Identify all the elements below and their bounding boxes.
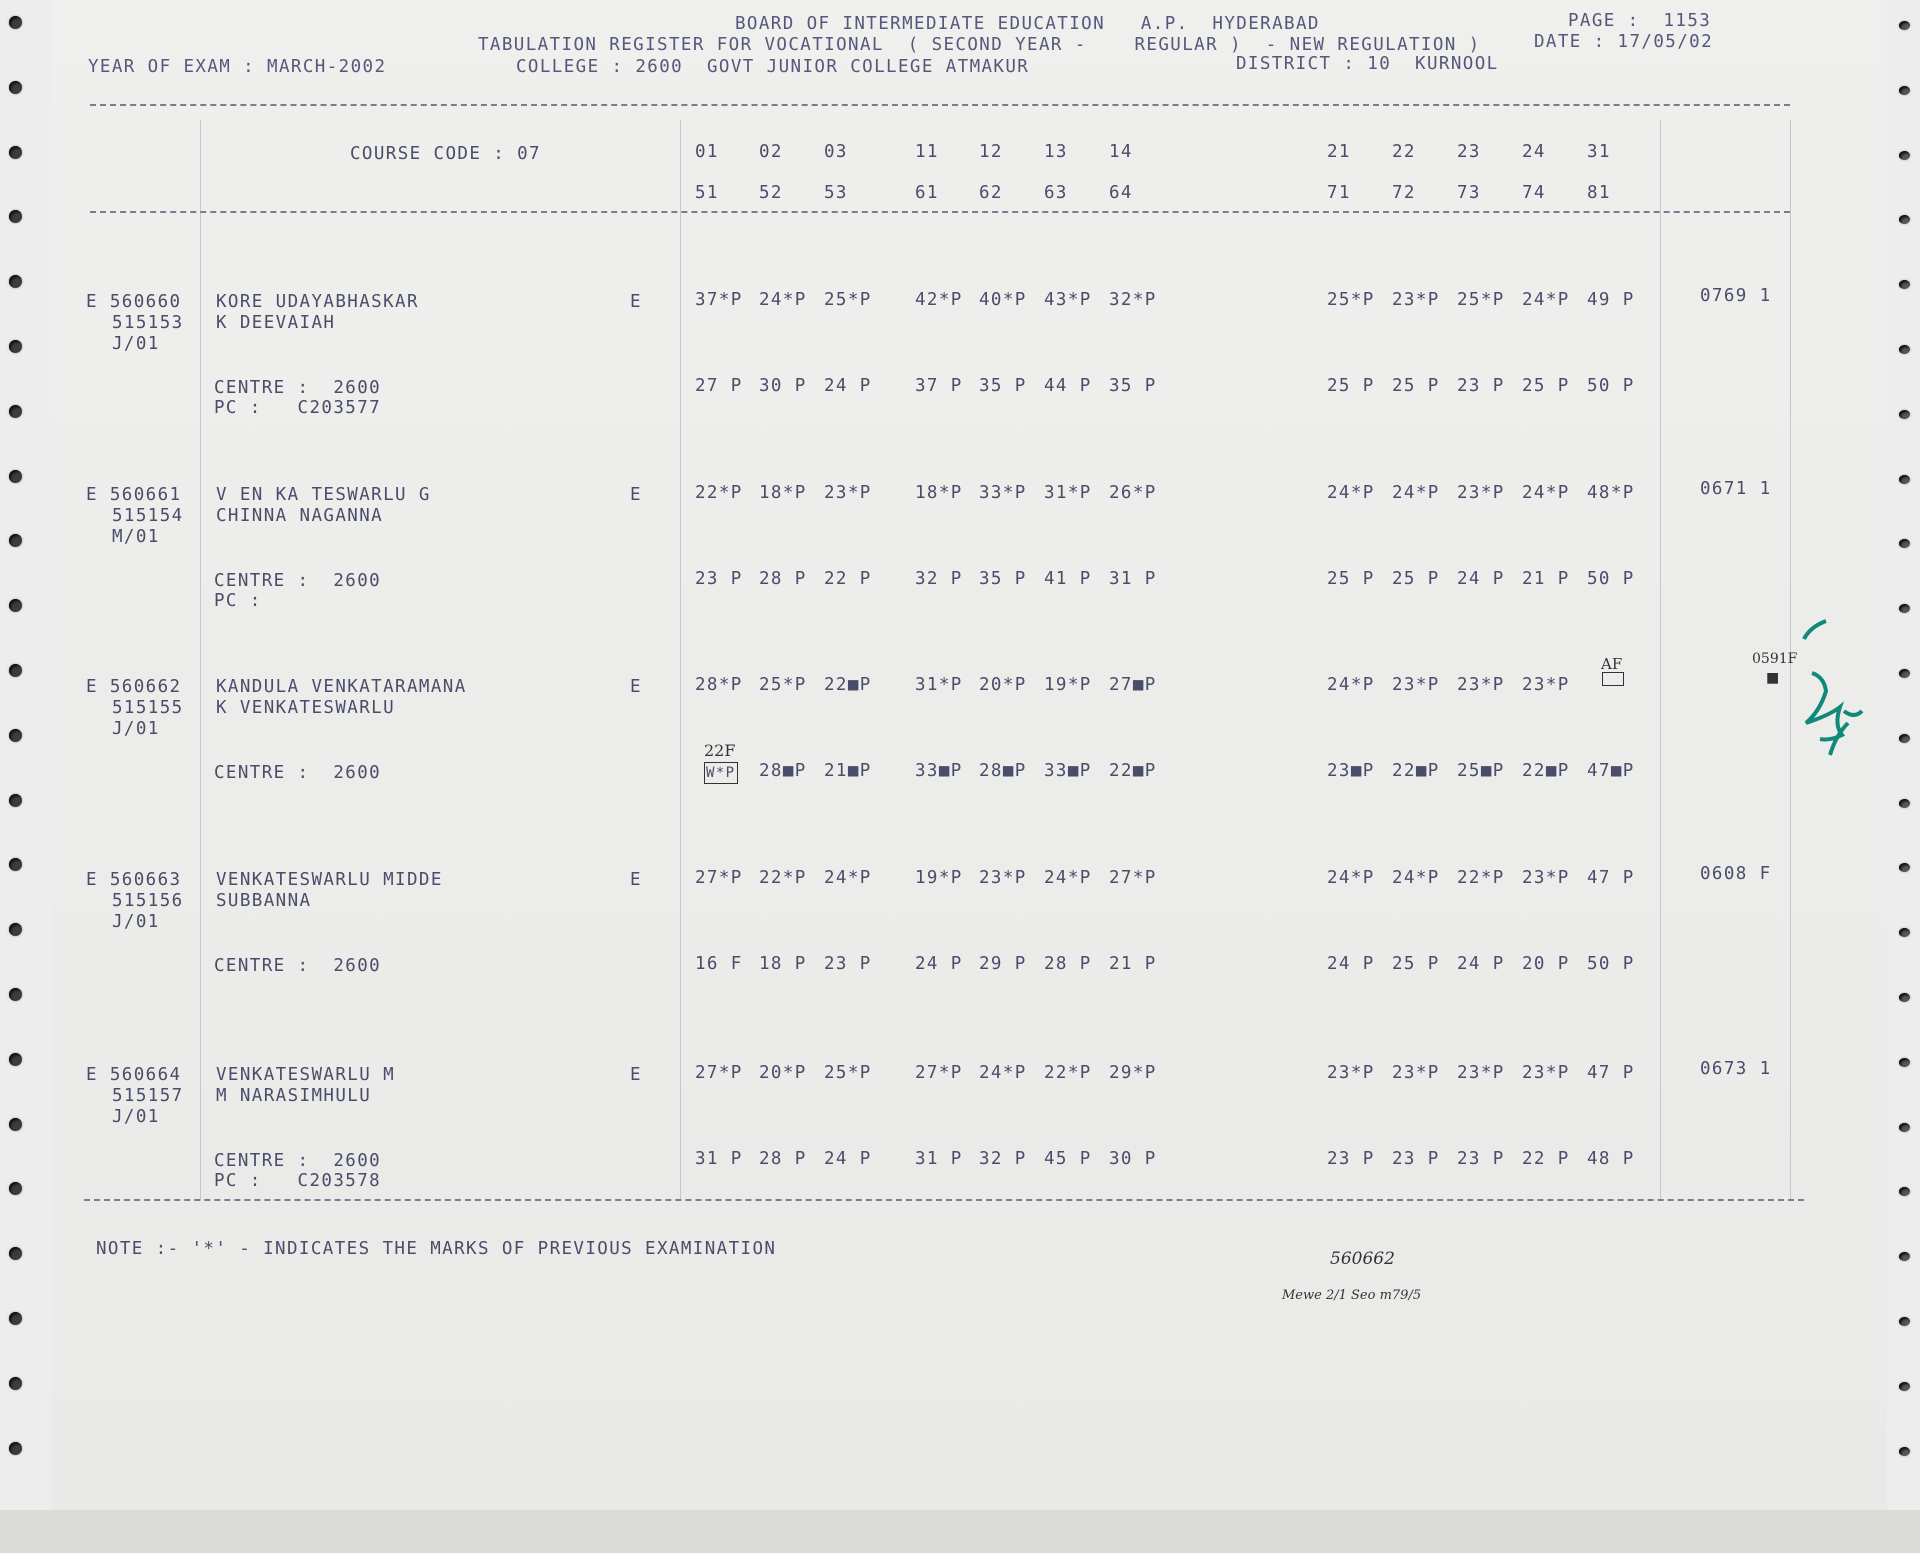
subject-code: 12: [979, 142, 1003, 162]
mark-cell: 18 P: [759, 954, 807, 974]
mark-cell: 50 P: [1587, 569, 1635, 589]
candidate-name: VENKATESWARLU M: [216, 1065, 396, 1085]
tractor-hole: [1899, 799, 1910, 808]
mark-cell: 28 P: [759, 569, 807, 589]
grand-total: 0769 1: [1700, 286, 1772, 306]
tractor-hole: [1899, 215, 1910, 224]
mark-cell: 27■P: [1109, 675, 1157, 695]
college-info: COLLEGE : 2600 GOVT JUNIOR COLLEGE ATMAKUR: [516, 57, 1030, 77]
mark-cell: 24 P: [1457, 569, 1505, 589]
mark-cell: 24 P: [1327, 954, 1375, 974]
footer-divider: [84, 1199, 1804, 1201]
mark-cell: 20 P: [1522, 954, 1570, 974]
mark-cell: 41 P: [1044, 569, 1092, 589]
mark-cell: 24*P: [824, 868, 872, 888]
mark-cell: 18*P: [759, 483, 807, 503]
mark-cell: 23*P: [1522, 675, 1570, 695]
tractor-hole: [1899, 345, 1910, 354]
hall-ticket-number: E 560660: [86, 292, 182, 312]
exam-centre: CENTRE : 2600: [214, 956, 382, 976]
medium-code: E: [630, 292, 642, 312]
mark-cell: 42*P: [915, 290, 963, 310]
handwritten-total: 0591F: [1752, 651, 1798, 667]
subject-code: 73: [1457, 183, 1481, 203]
mark-cell: 23*P: [1327, 1063, 1375, 1083]
tractor-hole: [9, 16, 22, 29]
mark-cell: 25 P: [1392, 954, 1440, 974]
mark-cell: 25 P: [1392, 569, 1440, 589]
subject-code: 62: [979, 183, 1003, 203]
group-code: M/01: [112, 527, 160, 547]
mark-cell: 35 P: [979, 569, 1027, 589]
mark-cell: 23*P: [1392, 1063, 1440, 1083]
subject-code: 13: [1044, 142, 1068, 162]
subject-code: 63: [1044, 183, 1068, 203]
mark-cell: 23 P: [824, 954, 872, 974]
mark-cell: 23 P: [695, 569, 743, 589]
mark-cell: 21■P: [824, 761, 872, 781]
mark-cell: 25 P: [1522, 376, 1570, 396]
tractor-hole: [9, 81, 22, 94]
registration-number: 515155: [112, 698, 184, 718]
mark-cell: 33■P: [915, 761, 963, 781]
mark-cell: 23 P: [1327, 1149, 1375, 1169]
registration-number: 515156: [112, 891, 184, 911]
mark-cell: 24*P: [1044, 868, 1092, 888]
mark-cell: 22 P: [824, 569, 872, 589]
subject-code: 81: [1587, 183, 1611, 203]
hall-ticket-number: E 560662: [86, 677, 182, 697]
mark-cell: 50 P: [1587, 954, 1635, 974]
subject-code: 74: [1522, 183, 1546, 203]
mark-cell: 16 F: [695, 954, 743, 974]
subject-code: 72: [1392, 183, 1416, 203]
mark-cell: 23*P: [1522, 1063, 1570, 1083]
register-title: TABULATION REGISTER FOR VOCATIONAL ( SECOND YEAR - REGULAR ) - NEW REGULATION ): [478, 35, 1481, 55]
hall-ticket-number: E 560663: [86, 870, 182, 890]
green-signature: [1790, 615, 1880, 765]
mark-cell: 25 P: [1327, 376, 1375, 396]
mark-cell: 23*P: [1522, 868, 1570, 888]
column-rule: [200, 120, 201, 1200]
mark-cell: 24*P: [1522, 290, 1570, 310]
register-sheet: [52, 0, 1887, 1510]
subject-code: 61: [915, 183, 939, 203]
column-rule: [680, 120, 681, 1200]
handwritten-ref-number: 560662: [1330, 1249, 1395, 1269]
subject-code: 51: [695, 183, 719, 203]
tractor-hole: [1899, 669, 1910, 678]
mark-cell: 27*P: [1109, 868, 1157, 888]
tractor-hole: [9, 923, 22, 936]
mark-cell: 22■P: [824, 675, 872, 695]
tractor-hole: [9, 275, 22, 288]
mark-cell: 23*P: [1457, 1063, 1505, 1083]
tractor-hole: [1899, 1382, 1910, 1391]
tractor-hole: [9, 534, 22, 547]
mark-cell: 21 P: [1522, 569, 1570, 589]
mark-cell: 25*P: [759, 675, 807, 695]
registration-number: 515154: [112, 506, 184, 526]
candidate-name: KANDULA VENKATARAMANA: [216, 677, 467, 697]
mark-cell: 23 P: [1457, 376, 1505, 396]
mark-cell: 19*P: [1044, 675, 1092, 695]
mark-cell: 23*P: [1457, 675, 1505, 695]
tractor-hole: [1899, 280, 1910, 289]
mark-cell: 31*P: [915, 675, 963, 695]
medium-code: E: [630, 1065, 642, 1085]
tractor-hole: [1899, 1447, 1910, 1456]
group-code: J/01: [112, 912, 160, 932]
column-header-divider: [90, 211, 1790, 213]
mark-cell: 29*P: [1109, 1063, 1157, 1083]
mark-cell: 22*P: [1457, 868, 1505, 888]
candidate-name: KORE UDAYABHASKAR: [216, 292, 419, 312]
tractor-hole: [9, 1312, 22, 1325]
mark-cell: 27*P: [915, 1063, 963, 1083]
mark-cell: 23*P: [824, 483, 872, 503]
mark-cell: 23*P: [1457, 483, 1505, 503]
subject-code: 02: [759, 142, 783, 162]
mark-cell: 43*P: [1044, 290, 1092, 310]
mark-cell: 28 P: [759, 1149, 807, 1169]
tractor-hole: [1899, 1123, 1910, 1132]
mark-cell: 29 P: [979, 954, 1027, 974]
tractor-hole: [9, 146, 22, 159]
subject-code: 24: [1522, 142, 1546, 162]
subject-code: 11: [915, 142, 939, 162]
mark-cell: 47 P: [1587, 1063, 1635, 1083]
grand-total: 0608 F: [1700, 864, 1772, 884]
mark-cell: 22■P: [1522, 761, 1570, 781]
tractor-hole: [1899, 410, 1910, 419]
mark-cell: 28■P: [759, 761, 807, 781]
mark-cell: 32*P: [1109, 290, 1157, 310]
mark-cell: 24 P: [915, 954, 963, 974]
subject-code: 53: [824, 183, 848, 203]
mark-cell: 20*P: [759, 1063, 807, 1083]
mark-cell: 23*P: [979, 868, 1027, 888]
pc-number: PC : C203578: [214, 1171, 382, 1191]
father-name: K VENKATESWARLU: [216, 698, 396, 718]
hall-ticket-number: E 560661: [86, 485, 182, 505]
mark-cell: 37*P: [695, 290, 743, 310]
mark-cell: 30 P: [1109, 1149, 1157, 1169]
mark-cell: 48*P: [1587, 483, 1635, 503]
tractor-hole: [1899, 21, 1910, 30]
exam-centre: CENTRE : 2600: [214, 378, 382, 398]
mark-cell: 24*P: [759, 290, 807, 310]
medium-code: E: [630, 677, 642, 697]
mark-cell: 24*P: [1392, 483, 1440, 503]
mark-cell: 31 P: [695, 1149, 743, 1169]
footnote: NOTE :- '*' - INDICATES THE MARKS OF PREVIOUS EXAMINATION: [96, 1239, 777, 1259]
father-name: SUBBANNA: [216, 891, 312, 911]
hall-ticket-number: E 560664: [86, 1065, 182, 1085]
mark-cell: 24*P: [1327, 675, 1375, 695]
mark-cell: 22*P: [759, 868, 807, 888]
candidate-name: V EN KA TESWARLU G: [216, 485, 431, 505]
tractor-hole: [1899, 1317, 1910, 1326]
mark-cell: 35 P: [1109, 376, 1157, 396]
tractor-hole: [9, 470, 22, 483]
mark-cell: 28*P: [695, 675, 743, 695]
mark-cell: 23 P: [1392, 1149, 1440, 1169]
mark-cell: 30 P: [759, 376, 807, 396]
district-info: DISTRICT : 10 KURNOOL: [1236, 54, 1499, 74]
group-code: J/01: [112, 334, 160, 354]
mark-cell: 18*P: [915, 483, 963, 503]
tractor-hole: [1899, 604, 1910, 613]
subject-code: 21: [1327, 142, 1351, 162]
handwritten-ref-note: Mewe 2/1 Seo m79/5: [1282, 1288, 1422, 1303]
print-date: DATE : 17/05/02: [1534, 32, 1714, 52]
mark-cell: 25 P: [1392, 376, 1440, 396]
mark-cell: 48 P: [1587, 1149, 1635, 1169]
tractor-hole: [9, 858, 22, 871]
mark-cell: 31 P: [915, 1149, 963, 1169]
mark-cell: 49 P: [1587, 290, 1635, 310]
mark-cell: 47■P: [1587, 761, 1635, 781]
tractor-hole: [1899, 1058, 1910, 1067]
boxed-mark: [1602, 672, 1624, 686]
tractor-hole: [9, 988, 22, 1001]
tractor-hole: [9, 599, 22, 612]
boxed-correction: W*P: [704, 762, 738, 784]
handwritten-box: ■: [1766, 670, 1780, 686]
mark-cell: 27*P: [695, 1063, 743, 1083]
tractor-hole: [1899, 1252, 1910, 1261]
group-code: J/01: [112, 1107, 160, 1127]
subject-code: 71: [1327, 183, 1351, 203]
mark-cell: 28■P: [979, 761, 1027, 781]
mark-cell: 44 P: [1044, 376, 1092, 396]
header-divider: [90, 104, 1790, 106]
exam-centre: CENTRE : 2600: [214, 1151, 382, 1171]
board-title: BOARD OF INTERMEDIATE EDUCATION A.P. HYDERABAD: [735, 14, 1320, 34]
mark-cell: 24*P: [1327, 868, 1375, 888]
subject-code: 14: [1109, 142, 1133, 162]
mark-cell: 23 P: [1457, 1149, 1505, 1169]
registration-number: 515153: [112, 313, 184, 333]
year-of-exam: YEAR OF EXAM : MARCH-2002: [88, 57, 387, 77]
mark-cell: 24*P: [1327, 483, 1375, 503]
tractor-hole: [9, 405, 22, 418]
subject-code: 52: [759, 183, 783, 203]
tractor-hole: [1899, 863, 1910, 872]
mark-cell: 25 P: [1327, 569, 1375, 589]
tractor-hole: [9, 1182, 22, 1195]
mark-cell: 23*P: [1392, 290, 1440, 310]
grand-total: 0671 1: [1700, 479, 1772, 499]
column-rule: [1660, 120, 1661, 1200]
mark-cell: 19*P: [915, 868, 963, 888]
left-tractor-holes: [0, 0, 30, 1553]
mark-cell: 24 P: [1457, 954, 1505, 974]
tractor-hole: [9, 1442, 22, 1455]
mark-cell: 24 P: [824, 1149, 872, 1169]
father-name: M NARASIMHULU: [216, 1086, 372, 1106]
mark-cell: 37 P: [915, 376, 963, 396]
tractor-hole: [1899, 475, 1910, 484]
tractor-hole: [9, 1118, 22, 1131]
grand-total: 0673 1: [1700, 1059, 1772, 1079]
mark-cell: 24 P: [824, 376, 872, 396]
tractor-hole: [9, 1377, 22, 1390]
mark-cell: 23■P: [1327, 761, 1375, 781]
tractor-hole: [9, 664, 22, 677]
mark-cell: 27*P: [695, 868, 743, 888]
subject-code: 03: [824, 142, 848, 162]
mark-cell: 25*P: [824, 1063, 872, 1083]
tractor-hole: [9, 210, 22, 223]
tractor-hole: [1899, 928, 1910, 937]
mark-cell: 33*P: [979, 483, 1027, 503]
tractor-hole: [1899, 993, 1910, 1002]
pc-number: PC : C203577: [214, 398, 382, 418]
mark-cell: 20*P: [979, 675, 1027, 695]
tractor-hole: [9, 729, 22, 742]
mark-cell: 40*P: [979, 290, 1027, 310]
sheet-edge: [0, 1510, 1920, 1553]
subject-code: 01: [695, 142, 719, 162]
mark-cell: 22■P: [1392, 761, 1440, 781]
tractor-hole: [9, 1053, 22, 1066]
mark-cell: 22*P: [1044, 1063, 1092, 1083]
tractor-hole: [1899, 734, 1910, 743]
mark-cell: 27 P: [695, 376, 743, 396]
mark-cell: 21 P: [1109, 954, 1157, 974]
registration-number: 515157: [112, 1086, 184, 1106]
mark-cell: 35 P: [979, 376, 1027, 396]
exam-centre: CENTRE : 2600: [214, 763, 382, 783]
mark-cell: 50 P: [1587, 376, 1635, 396]
group-code: J/01: [112, 719, 160, 739]
tractor-hole: [9, 794, 22, 807]
medium-code: E: [630, 485, 642, 505]
mark-cell: 31*P: [1044, 483, 1092, 503]
subject-code: 22: [1392, 142, 1416, 162]
mark-cell: 26*P: [1109, 483, 1157, 503]
father-name: K DEEVAIAH: [216, 313, 336, 333]
medium-code: E: [630, 870, 642, 890]
mark-cell: 24*P: [979, 1063, 1027, 1083]
tractor-hole: [1899, 86, 1910, 95]
mark-cell: 23*P: [1392, 675, 1440, 695]
right-tractor-holes: [1890, 0, 1920, 1553]
page-number: PAGE : 1153: [1568, 11, 1712, 31]
mark-cell: 32 P: [979, 1149, 1027, 1169]
mark-cell: 28 P: [1044, 954, 1092, 974]
subject-code: 31: [1587, 142, 1611, 162]
candidate-name: VENKATESWARLU MIDDE: [216, 870, 443, 890]
subject-code: 23: [1457, 142, 1481, 162]
subject-code: 64: [1109, 183, 1133, 203]
mark-cell: 25*P: [1457, 290, 1505, 310]
tractor-hole: [1899, 151, 1910, 160]
mark-cell: 25*P: [824, 290, 872, 310]
mark-cell: 25*P: [1327, 290, 1375, 310]
tractor-hole: [1899, 1187, 1910, 1196]
mark-cell: 22■P: [1109, 761, 1157, 781]
mark-cell: 25■P: [1457, 761, 1505, 781]
course-code: COURSE CODE : 07: [350, 144, 541, 164]
handwritten-22f: 22F: [704, 741, 736, 760]
mark-cell: 24*P: [1392, 868, 1440, 888]
mark-cell: 31 P: [1109, 569, 1157, 589]
tractor-hole: [9, 340, 22, 353]
mark-cell: 22 P: [1522, 1149, 1570, 1169]
tractor-hole: [1899, 539, 1910, 548]
mark-cell: 24*P: [1522, 483, 1570, 503]
mark-cell: 47 P: [1587, 868, 1635, 888]
tractor-hole: [9, 1247, 22, 1260]
mark-cell: 33■P: [1044, 761, 1092, 781]
pc-number: PC :: [214, 591, 262, 611]
father-name: CHINNA NAGANNA: [216, 506, 384, 526]
exam-centre: CENTRE : 2600: [214, 571, 382, 591]
handwritten-af: AF: [1601, 655, 1623, 673]
mark-cell: 22*P: [695, 483, 743, 503]
mark-cell: 45 P: [1044, 1149, 1092, 1169]
mark-cell: 32 P: [915, 569, 963, 589]
